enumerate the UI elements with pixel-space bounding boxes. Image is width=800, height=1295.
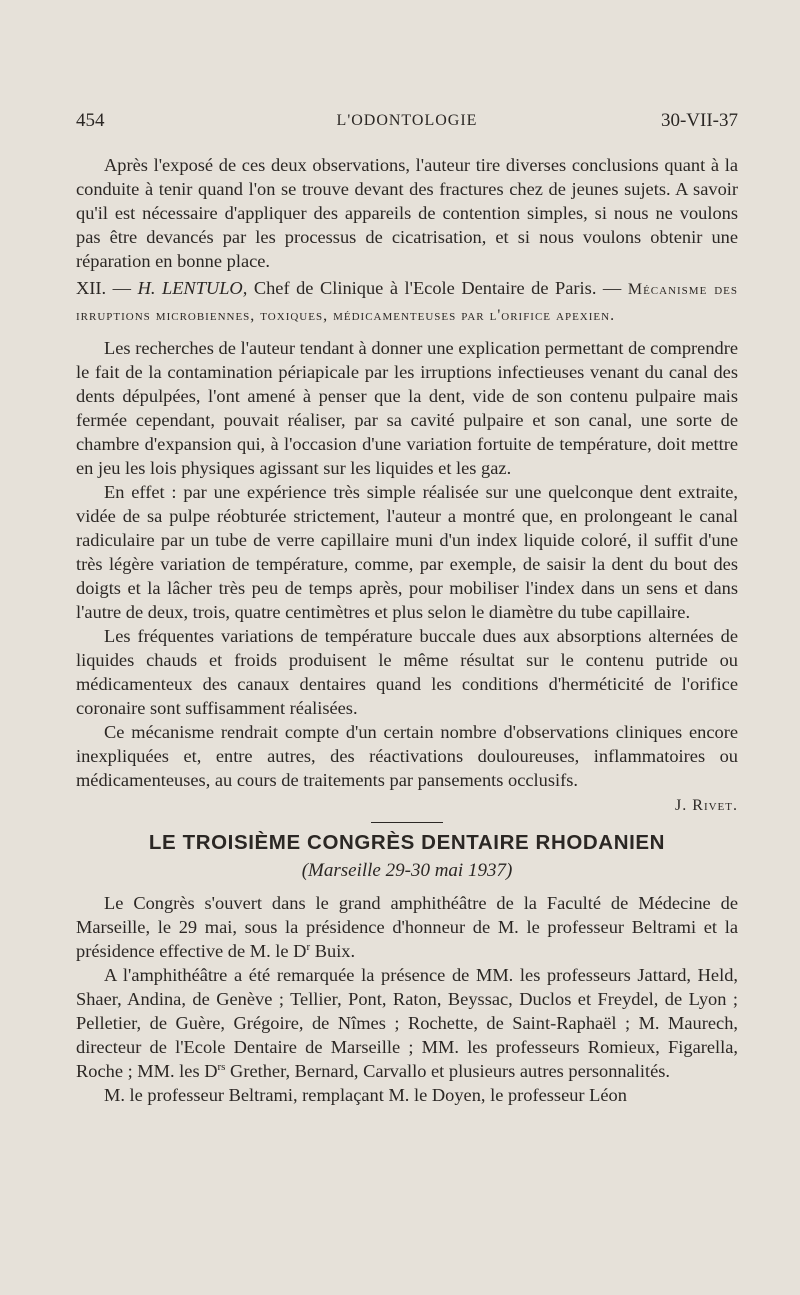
item-author: H. LENTULO, bbox=[137, 278, 248, 298]
item-xii-heading bbox=[76, 276, 738, 328]
paragraph: Les recherches de l'auteur tendant à donner une explication permettant de comprendre le fait de la contamination périapicale par les irruptions infectieuses venant du canal des dents dépulpées, l'ont amené à penser que la dent, vide de son contenu pulpaire mais fermée cependant, pouvait réaliser, par sa cavité pulpaire et son canal, une sorte de chambre d'expansion qui, à l'occasion d'une variation fortuite de température, doit mettre en jeu les lois physiques agissant sur les liquides et les gaz. bbox=[76, 338, 738, 478]
paragraph: En effet : par une expérience très simple réalisée sur une quelconque dent extraite, vidée de sa pulpe réobturée strictement, l'auteur a montré que, en prolongeant le canal radiculaire par un tube de verre capillaire muni d'un index liquide coloré, il suffit d'une très légère variation de température, comme, par exemple, de saisir la dent du bout des doigts et la lâcher très peu de temps après, pour mobiliser l'index dans un sens et dans l'autre de deux, trois, quatre centimètres et plus selon le diamètre du tube capillaire. bbox=[76, 482, 738, 622]
section-heading: LE TROISIÈME CONGRÈS DENTAIRE RHODANIEN bbox=[148, 831, 666, 854]
paragraph-text: Le Congrès s'ouvert dans le grand amphithéâtre de la Faculté de Médecine de Marseille, le 29 mai, sous la présidence d'honneur de M. le professeur Beltrami et la présidence effective de M. le D bbox=[76, 893, 738, 961]
section-subheading: (Marseille 29-30 mai 1937) bbox=[301, 860, 513, 881]
journal-title: L'ODONTOLOGIE bbox=[336, 112, 478, 129]
superscript: rs bbox=[217, 1060, 226, 1073]
page-number: 454 bbox=[76, 110, 105, 131]
paragraph-text: A l'amphithéâtre a été remarquée la présence de MM. les professeurs Jattard, Held, Shaer, Andina, de Genève ; Tellier, Pont, Raton, Beyssac, Duclos et Freydel, de Lyon ; Pelletier, de Guère, Grégoire, de Nîmes ; Rochette, de Saint-Raphaël ; M. Maurech, directeur de l'Ecole Dentaire de Marseille ; MM. les professeurs Romieux, Figarella, Roche ; MM. les D bbox=[76, 965, 738, 1081]
article-body bbox=[76, 153, 738, 1107]
paragraph: M. le professeur Beltrami, remplaçant M. le Doyen, le professeur Léon bbox=[104, 1085, 627, 1105]
section-divider bbox=[371, 822, 443, 823]
paragraph: Ce mécanisme rendrait compte d'un certain nombre d'observations cliniques encore inexpliquées et, entre autres, des réactivations douloureuses, inflammatoires ou médicamenteuses, au cours de traitements par pansements occlusifs. bbox=[76, 722, 738, 790]
superscript: r bbox=[306, 940, 311, 953]
paragraph: Les fréquentes variations de température buccale dues aux absorptions alternées de liquides chauds et froids produisent le même résultat sur le contenu putride ou médicamenteux des canaux dentaires quand les conditions d'herméticité de l'orifice coronaire sont suffisamment réalisées. bbox=[76, 626, 738, 718]
signature bbox=[76, 792, 738, 818]
signature-text: J. Rivet. bbox=[675, 797, 738, 814]
paragraph: Après l'exposé de ces deux observations, l'auteur tire diverses conclusions quant à la conduite à tenir quand l'on se trouve devant des fractures chez de jeunes sujets. A savoir qu'il est nécessaire d'appliquer des appareils de contention simples, si nous ne voulons pas être devancés par les processus de cicatrisation, et si nous voulons obtenir une réparation en bonne place. bbox=[76, 155, 738, 271]
item-role: Chef de Clinique à l'Ecole Dentaire de Paris. — bbox=[247, 278, 628, 298]
paragraph-text-end: Grether, Bernard, Carvallo et plusieurs autres personnalités. bbox=[225, 1061, 671, 1081]
paragraph bbox=[76, 891, 738, 963]
issue-date: 30-VII-37 bbox=[660, 110, 738, 131]
running-header bbox=[76, 110, 738, 136]
paragraph-text-end: Buix. bbox=[310, 941, 356, 961]
item-number: XII. — bbox=[76, 278, 138, 298]
item-title: Mécanisme des irruptions microbiennes, toxiques, médicamenteuses par l'orifice apexien. bbox=[76, 281, 738, 324]
paragraph bbox=[76, 963, 738, 1083]
